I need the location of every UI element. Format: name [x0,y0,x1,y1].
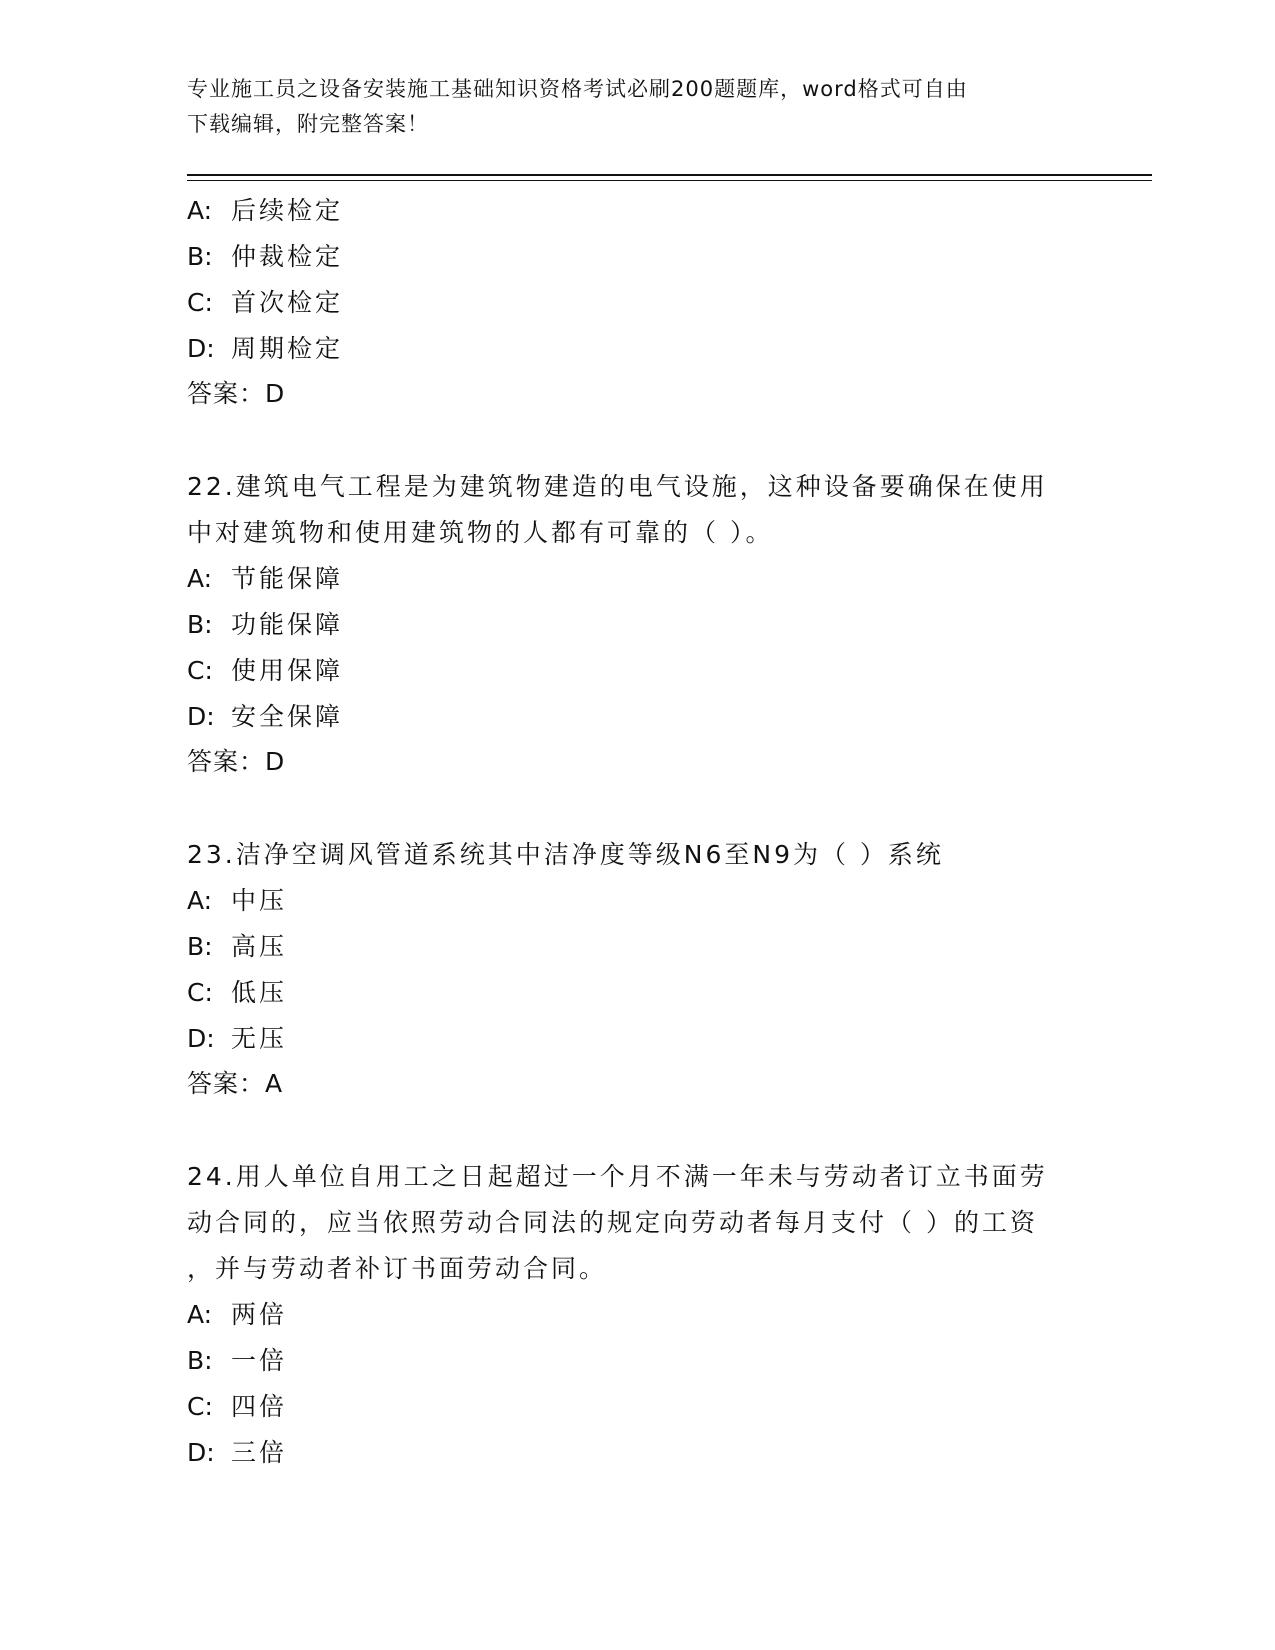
option-text: 无压 [231,1024,288,1053]
option-letter: A: [187,886,213,915]
option-text: 周期检定 [231,334,344,363]
question-line: ，并与劳动者补订书面劳动合同。 [187,1254,608,1283]
option-b [187,1338,1087,1384]
option-a [187,878,1087,924]
option-letter: C: [187,288,213,317]
option-text: 高压 [231,932,288,961]
option-letter: B: [187,1346,213,1375]
question-22-answer: 答案：D [187,747,286,776]
spacer [187,416,1087,464]
option-text: 一倍 [231,1346,288,1375]
question-line: 中对建筑物和使用建筑物的人都有可靠的（ ）。 [187,518,774,547]
question-line: 23.洁净空调风管道系统其中洁净度等级N6至N9为（ ）系统 [187,840,944,869]
spacer [187,784,1087,832]
question-24-text [187,1154,1067,1292]
option-text: 安全保障 [231,702,344,731]
question-line: 动合同的，应当依照劳动合同法的规定向劳动者每月支付（ ）的工资 [187,1208,1038,1237]
option-a [187,188,1087,234]
option-text: 节能保障 [231,564,344,593]
option-letter: A: [187,196,213,225]
option-c [187,280,1087,326]
option-letter: B: [187,242,213,271]
option-text: 中压 [231,886,288,915]
document-header [187,72,1067,142]
header-divider-thick [187,174,1152,176]
option-a [187,556,1087,602]
question-22-text [187,464,1067,556]
question-22-options [187,556,1087,740]
option-a [187,1292,1087,1338]
document-body [187,188,1087,1476]
option-d [187,326,1087,372]
option-c [187,1384,1087,1430]
option-text: 功能保障 [231,610,344,639]
header-line-1: 专业施工员之设备安装施工基础知识资格考试必刷200题题库，word格式可自由 [187,77,968,101]
header-divider-thin [187,180,1152,181]
option-text: 两倍 [231,1300,288,1329]
option-text: 仲裁检定 [231,242,344,271]
option-letter: B: [187,610,213,639]
spacer [187,1106,1087,1154]
question-line: 22.建筑电气工程是为建筑物建造的电气设施，这种设备要确保在使用 [187,472,1048,501]
option-b [187,234,1087,280]
question-23-answer: 答案：A [187,1069,284,1098]
question-21-answer: 答案：D [187,379,286,408]
option-d [187,694,1087,740]
option-b [187,602,1087,648]
option-text: 后续检定 [231,196,344,225]
option-text: 首次检定 [231,288,344,317]
question-line: 24.用人单位自用工之日起超过一个月不满一年未与劳动者订立书面劳 [187,1162,1048,1191]
option-letter: D: [187,1024,215,1053]
option-letter: C: [187,978,213,1007]
option-text: 三倍 [231,1438,288,1467]
option-letter: B: [187,932,213,961]
option-letter: C: [187,656,213,685]
header-line-2: 下载编辑，附完整答案！ [187,112,429,136]
option-letter: A: [187,564,213,593]
option-d [187,1016,1087,1062]
option-c [187,648,1087,694]
option-text: 四倍 [231,1392,288,1421]
question-24-options [187,1292,1087,1476]
option-letter: C: [187,1392,213,1421]
question-21-options [187,188,1087,372]
option-letter: D: [187,702,215,731]
option-letter: D: [187,1438,215,1467]
option-letter: A: [187,1300,213,1329]
option-d [187,1430,1087,1476]
option-b [187,924,1087,970]
question-23-text [187,832,1067,878]
option-text: 使用保障 [231,656,344,685]
option-c [187,970,1087,1016]
option-letter: D: [187,334,215,363]
question-23-options [187,878,1087,1062]
option-text: 低压 [231,978,288,1007]
